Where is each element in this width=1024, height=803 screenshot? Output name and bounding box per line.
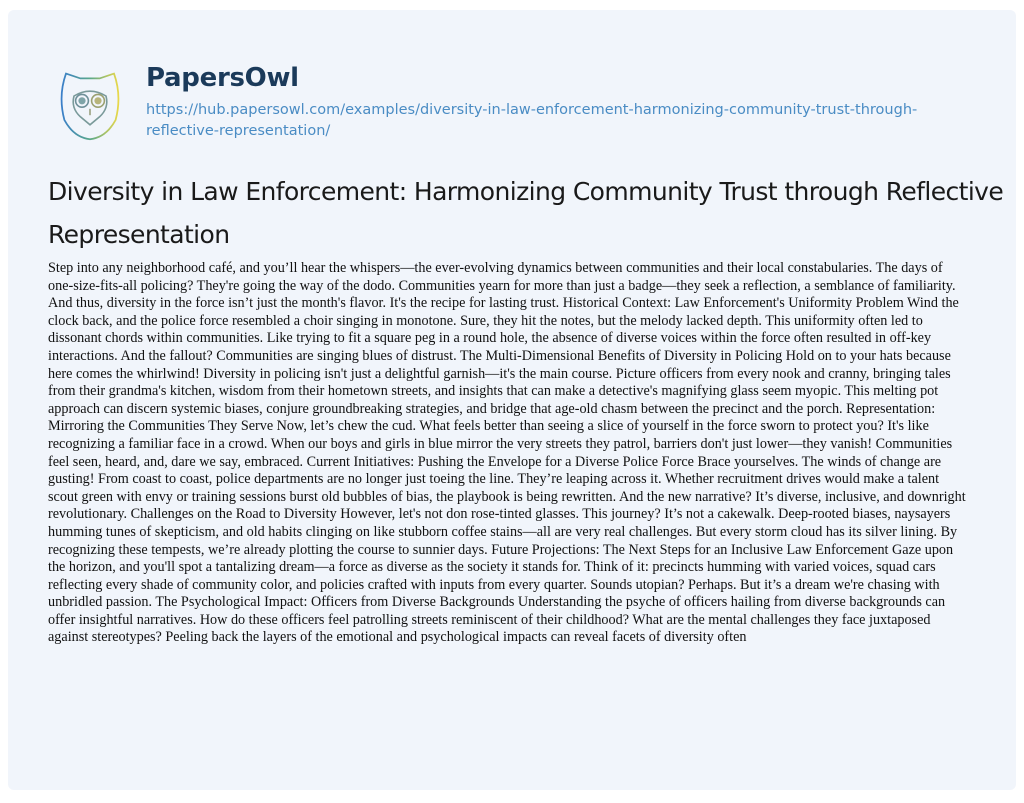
brand-block	[146, 62, 946, 142]
owl-logo-icon	[50, 64, 130, 144]
brand-name[interactable]: PapersOwl	[146, 63, 299, 93]
source-url-link[interactable]: https://hub.papersowl.com/examples/diversity-in-law-enforcement-harmonizing-community-trust-through-reflective-representation/	[146, 102, 918, 139]
site-header	[50, 64, 130, 154]
article-title: Diversity in Law Enforcement: Harmonizing Community Trust through Reflective Representation	[48, 177, 1004, 249]
article-body: Step into any neighborhood café, and you’ll hear the whispers—the ever-evolving dynamics between communities and their local constabularies. The days of one-size-fits-all policing? They're going the way of the dodo. Communities yearn for more than just a badge—they seek a reflection, a semblance of familiarity. And thus, diversity in the force isn’t just the month's flavor. It's the recipe for lasting trust. Historical Context: Law Enforcement's Uniformity Problem Wind the clock back, and the police force resembled a choir singing in monotone. Sure, they hit the notes, but the melody lacked depth. This uniformity often led to dissonant chords within communities. Like trying to fit a square peg in a round hole, the absence of diverse voices within the force often resulted in off-key interactions. And the fallout? Communities are singing blues of distrust. The Multi-Dimensional Benefits of Diversity in Policing Hold on to your hats because here comes the whirlwind! Diversity in policing isn't just a delightful garnish—it's the main course. Picture officers from every nook and cranny, bringing tales from their grandma's kitchen, wisdom from their hometown streets, and insights that can make a detective's magnifying glass seem myopic. This melting pot approach can discern systemic biases, conjure groundbreaking strategies, and bridge that age-old chasm between the precinct and the porch. Representation: Mirroring the Communities They Serve Now, let’s chew the cud. What feels better than seeing a slice of yourself in the force sworn to protect you? It's like recognizing a familiar face in a crowd. When our boys and girls in blue mirror the very streets they patrol, barriers don't just lower—they vanish! Communities feel seen, heard, and, dare we say, embraced. Current Initiatives: Pushing the Envelope for a Diverse Police Force Brace yourselves. The winds of change are gusting! From coast to coast, police departments are no longer just toeing the line. They’re leaping across it. Whether recruitment drives would make a talent scout green with envy or training sessions burst old bubbles of bias, the playbook is being rewritten. And the new narrative? It’s diverse, inclusive, and downright revolutionary. Challenges on the Road to Diversity However, let's not don rose-tinted glasses. This journey? It’s not a cakewalk. Deep-rooted biases, naysayers humming tunes of skepticism, and old habits clinging on like stubborn coffee stains—all are very real challenges. But every storm cloud has its silver lining. By recognizing these tempests, we’re already plotting the course to sunnier days. Future Projections: The Next Steps for an Inclusive Law Enforcement Gaze upon the horizon, and you'll spot a tantalizing dream—a force as diverse as the society it stands for. Think of it: precincts humming with varied voices, squad cars reflecting every shade of community color, and policies crafted with inputs from every quarter. Sounds utopian? Perhaps. But it’s a dream we're chasing with unbridled passion. The Psychological Impact: Officers from Diverse Backgrounds Understanding the psyche of officers hailing from diverse backgrounds can offer insightful narratives. How do these officers feel patrolling streets reminiscent of their childhood? What are the mental challenges they face juxtaposed against stereotypes? Peeling back the layers of the emotional and psychological impacts can reveal facets of diversity often	[48, 260, 966, 646]
